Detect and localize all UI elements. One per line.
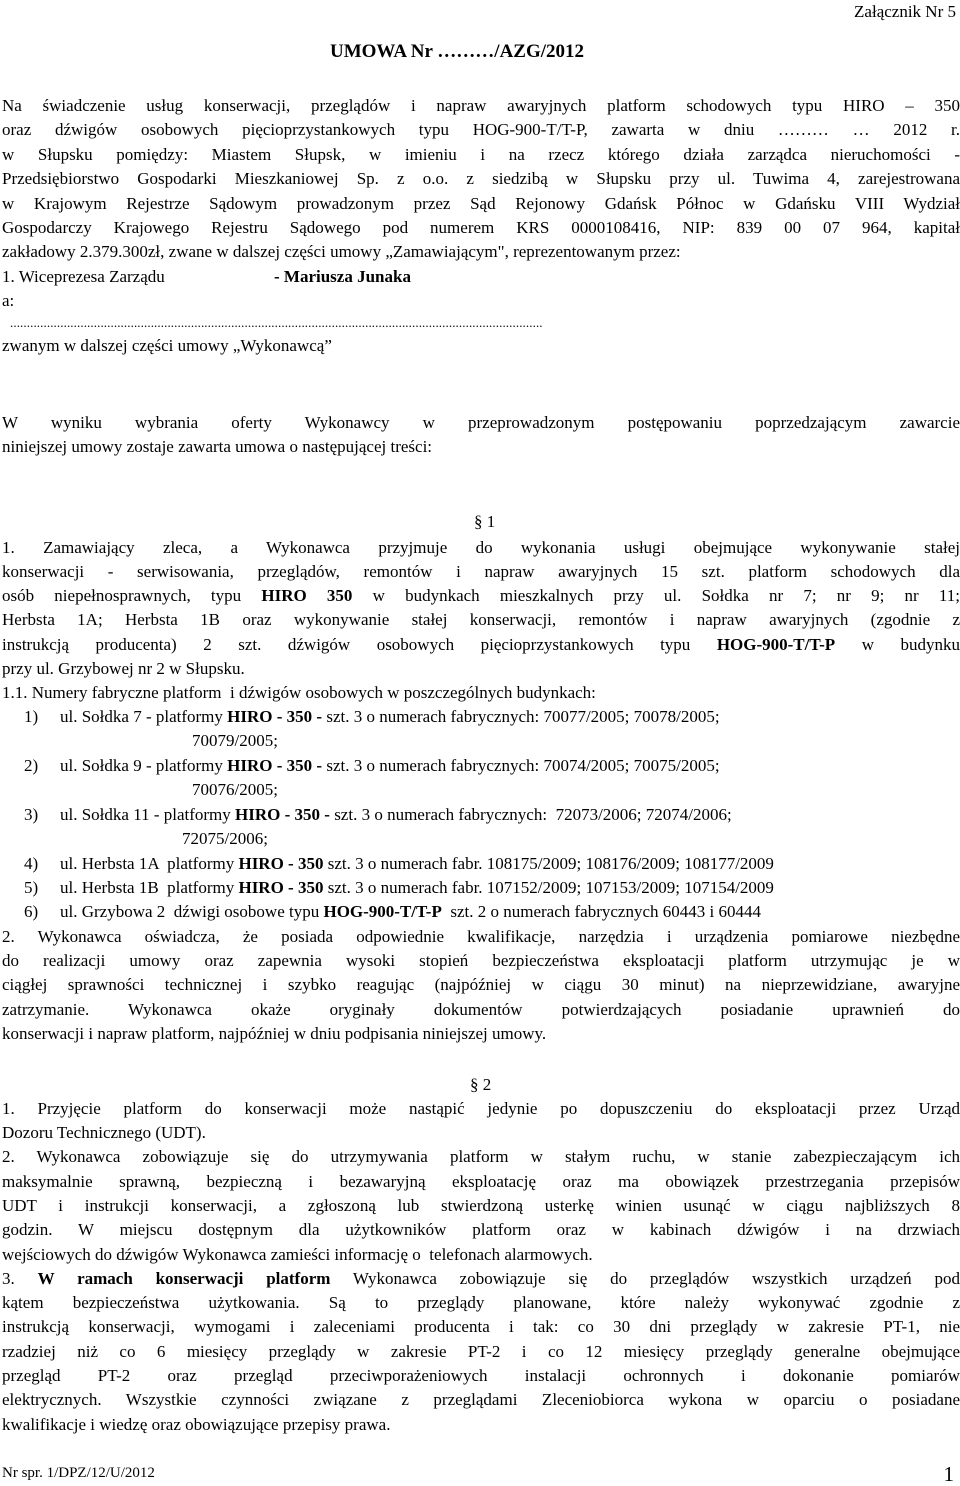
- s2-paragraph-line: 3. W ramach konserwacji platform Wykonawca zobowiązuje się do przeglądów wszystkich urządzeń pod: [2, 1269, 960, 1288]
- intro-line: Gospodarczy Krajowego Rejestru Sądowego pod numerem KRS 0000108416, NIP: 839 00 07 964, kapitał: [2, 218, 960, 237]
- s1-paragraph-line: 1. Zamawiający zleca, a Wykonawca przyjmuje do wykonania usługi obejmujące wykonywanie stałej: [2, 538, 960, 557]
- representative-name: - Mariusza Junaka: [274, 267, 411, 286]
- s2-paragraph-line: instrukcją konserwacji, wymogami i zaleceniami producenta i tak: co 30 dni przeglądy w zakresie PT-1, nie: [2, 1317, 960, 1336]
- list-item-number: 4): [24, 854, 39, 873]
- and-label: a:: [2, 291, 15, 310]
- section-heading: § 1: [474, 512, 496, 531]
- s2-paragraph-line: przegląd PT-2 oraz przegląd przeciwporażeniowych instalacji ochronnych i dokonanie pomiarów: [2, 1366, 960, 1385]
- s1-paragraph-line: przy ul. Grzybowej nr 2 w Słupsku.: [2, 659, 245, 678]
- list-item-number: 6): [24, 902, 39, 921]
- list-item-number: 5): [24, 878, 39, 897]
- s1-paragraph-line: instrukcją producenta) 2 szt. dźwigów osobowych pięcioprzystankowych typu HOG-900-T/T-P w budynku: [2, 635, 960, 654]
- list-item: ul. Herbsta 1B platformy HIRO - 350 szt. 3 o numerach fabr. 107152/2009; 107153/2009; 107154/2009: [60, 878, 774, 897]
- intro-line: w Słupsku pomiędzy: Miastem Słupsk, w imieniu i na rzecz którego działa zarządca nieruchomości -: [2, 145, 960, 164]
- s2-paragraph-line: kątem bezpieczeństwa użytkowania. Są to przeglądy planowane, które należy wykonywać zgodnie z: [2, 1293, 960, 1312]
- s2-paragraph-line: UDT i instrukcji konserwacji, a zgłoszoną lub stwierdzoną usterkę winien usunąć w ciągu najbliższych 8: [2, 1196, 960, 1215]
- list-item-continuation: 70076/2005;: [192, 780, 278, 799]
- list-item: ul. Herbsta 1A platformy HIRO - 350 szt. 3 o numerach fabr. 108175/2009; 108176/2009; 108177/2009: [60, 854, 774, 873]
- s1-paragraph-line: do realizacji umowy oraz zapewnia wysoki stopień bezpieczeństwa eksploatacji platform utrzymując je w: [2, 951, 960, 970]
- contractor-placeholder-dots: ...............................................................................................................................................................: [10, 315, 543, 330]
- page-number: 1: [943, 1462, 954, 1486]
- intro-line: w Krajowym Rejestrze Sądowym prowadzonym przez Sąd Rejonowy Gdańsk Północ w Gdańsku VIII Wydział: [2, 194, 960, 213]
- s2-paragraph-line: 2. Wykonawca zobowiązuje się do utrzymywania platform w stałym ruchu, w stanie zabezpieczającym ich: [2, 1147, 960, 1166]
- intro-line: Przedsiębiorstwo Gospodarki Mieszkaniowej Sp. z o.o. z siedzibą w Słupsku przy ul. Tuwima 4, zarejestrowana: [2, 169, 960, 188]
- s2-paragraph-line: maksymalnie sprawną, bezpieczną i bezawaryjną eksploatację oraz ma obowiązek przestrzegania przepisów: [2, 1172, 960, 1191]
- attachment-label: Załącznik Nr 5: [854, 2, 956, 21]
- s2-paragraph-line: Dozoru Technicznego (UDT).: [2, 1123, 206, 1142]
- s1-paragraph-line: ciągłej sprawności technicznej i szybko reagując (najpóźniej w ciągu 30 minut) na nieprzewidziane, awaryjne: [2, 975, 960, 994]
- list-item: ul. Grzybowa 2 dźwigi osobowe typu HOG-900-T/T-P szt. 2 o numerach fabrycznych 60443 i 60444: [60, 902, 761, 921]
- s1-paragraph-line: zatrzymanie. Wykonawca okaże oryginały dokumentów potwierdzających posiadanie uprawnień do: [2, 1000, 960, 1019]
- section-heading: § 2: [470, 1075, 492, 1094]
- list-item: ul. Sołdka 7 - platformy HIRO - 350 - szt. 3 o numerach fabrycznych: 70077/2005; 70078/2005;: [60, 707, 720, 726]
- s1-paragraph-line: Herbsta 1A; Herbsta 1B oraz wykonywanie stałej konserwacji, remontów i napraw awaryjnych (zgodnie z: [2, 610, 960, 629]
- subsection-heading: 1.1. Numery fabryczne platform i dźwigów osobowych w poszczególnych budynkach:: [2, 683, 596, 702]
- preamble-line: niniejszej umowy zostaje zawarta umowa o następującej treści:: [2, 437, 433, 456]
- list-item-number: 2): [24, 756, 39, 775]
- s1-paragraph-line: 2. Wykonawca oświadcza, że posiada odpowiednie kwalifikacje, narzędzia i urządzenia pomiarowe niezbędne: [2, 927, 960, 946]
- s2-paragraph-line: wejściowych do dźwigów Wykonawca zamieści informację o telefonach alarmowych.: [2, 1245, 593, 1264]
- intro-line: zakładowy 2.379.300zł, zwane w dalszej części umowy „Zamawiającym", reprezentowanym przez:: [2, 242, 681, 261]
- s2-paragraph-line: elektrycznych. Wszystkie czynności związane z przeglądami Zleceniobiorca wykona w oparciu o posiadane: [2, 1390, 960, 1409]
- preamble-line: W wyniku wybrania oferty Wykonawcy w przeprowadzonym postępowaniu poprzedzającym zawarcie: [2, 413, 960, 432]
- s1-paragraph-line: konserwacji - serwisowania, przeglądów, remontów i napraw awaryjnych 15 szt. platform schodowych dla: [2, 562, 960, 581]
- list-item: ul. Sołdka 11 - platformy HIRO - 350 - szt. 3 o numerach fabrycznych: 72073/2006; 72074/2006;: [60, 805, 732, 824]
- contractor-line: zwanym w dalszej części umowy „Wykonawcą”: [2, 336, 332, 355]
- list-item: ul. Sołdka 9 - platformy HIRO - 350 - szt. 3 o numerach fabrycznych: 70074/2005; 70075/2005;: [60, 756, 720, 775]
- s1-paragraph-line: osób niepełnosprawnych, typu HIRO 350 w budynkach mieszkalnych przy ul. Sołdka nr 7; nr 9; nr 11;: [2, 586, 960, 605]
- s2-paragraph-line: kwalifikacje i wiedzę oraz obowiązujące przepisy prawa.: [2, 1415, 391, 1434]
- s2-paragraph-line: 1. Przyjęcie platform do konserwacji może nastąpić jedynie po dopuszczeniu do eksploatacji przez Urząd: [2, 1099, 960, 1118]
- list-item-continuation: 72075/2006;: [182, 829, 268, 848]
- contract-title: UMOWA Nr ………/AZG/2012: [330, 41, 585, 62]
- s2-paragraph-line: godzin. W miejscu dostępnym dla użytkowników platform oraz w kabinach dźwigów i na drzwiach: [2, 1220, 960, 1239]
- list-item-continuation: 70079/2005;: [192, 731, 278, 750]
- intro-line: oraz dźwigów osobowych pięcioprzystankowych typu HOG-900-T/T-P, zawarta w dniu ……… … 2012 r.: [2, 120, 960, 139]
- s2-paragraph-line: rzadziej niż co 6 miesięcy przeglądy w zakresie PT-2 i co 12 miesięcy przeglądy generalne obejmujące: [2, 1342, 960, 1361]
- list-item-number: 1): [24, 707, 39, 726]
- s1-paragraph-line: konserwacji i napraw platform, najpóźniej w dniu podpisania niniejszej umowy.: [2, 1024, 547, 1043]
- list-item-number: 3): [24, 805, 39, 824]
- footer-case-number: Nr spr. 1/DPZ/12/U/2012: [2, 1465, 155, 1481]
- intro-line: Na świadczenie usług konserwacji, przeglądów i napraw awaryjnych platform schodowych typu HIRO – 350: [2, 96, 960, 115]
- representative-role: 1. Wiceprezesa Zarządu: [2, 267, 165, 286]
